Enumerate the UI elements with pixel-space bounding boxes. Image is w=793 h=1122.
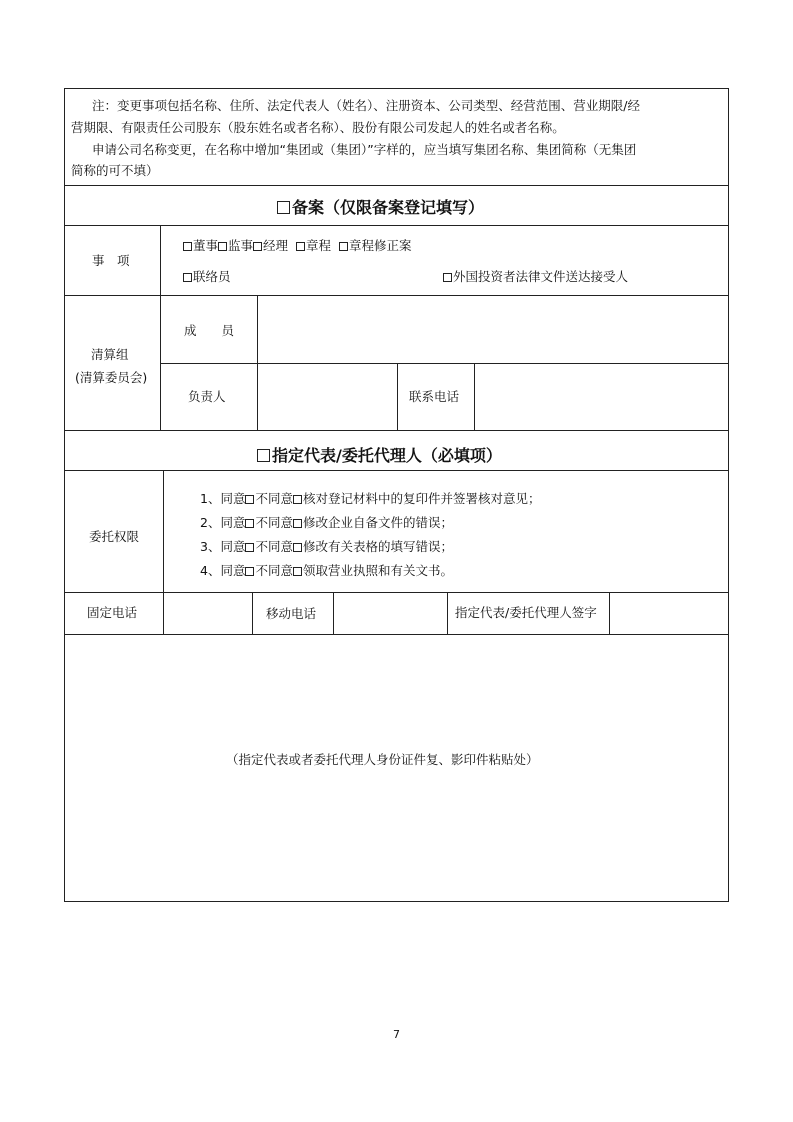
disagree-option[interactable]: 不同意	[255, 515, 303, 530]
option-liaison[interactable]: 联络员	[183, 269, 231, 284]
note-line-3: 申请公司名称变更，在名称中增加“集团或（集团）”字样的，应当填写集团名称、集团简称（无集团	[92, 142, 637, 157]
id-paste-area[interactable]	[66, 636, 727, 900]
option-articles[interactable]: 章程	[296, 238, 331, 253]
liquidation-sublabel: (清算委员会)	[75, 370, 148, 385]
signature-label: 指定代表/委托代理人签字	[455, 605, 597, 620]
authority-item-4: 4、同意 不同意 领取营业执照和有关文书。	[200, 563, 453, 578]
checkbox-icon	[443, 273, 452, 282]
filing-options-row-1	[183, 238, 412, 253]
leader-label: 负责人	[188, 389, 226, 404]
agent-checkbox[interactable]	[257, 449, 270, 462]
note-line-1: 注：变更事项包括名称、住所、法定代表人（姓名）、注册资本、公司类型、经营范围、营业期限/经	[92, 98, 640, 113]
agree-option[interactable]: 同意	[220, 563, 255, 578]
checkbox-icon	[253, 242, 262, 251]
option-director[interactable]: 董事	[183, 238, 218, 253]
checkbox-icon	[293, 543, 302, 552]
disagree-option[interactable]: 不同意	[255, 539, 303, 554]
agent-header-text: 指定代表/委托代理人（必填项）	[272, 446, 502, 465]
checkbox-icon	[245, 567, 254, 576]
filing-header-text: 备案（仅限备案登记填写）	[292, 198, 485, 217]
checkbox-icon	[218, 242, 227, 251]
landline-label: 固定电话	[87, 605, 138, 620]
checkbox-icon	[296, 242, 305, 251]
checkbox-icon	[293, 495, 302, 504]
checkbox-icon	[339, 242, 348, 251]
phone-field[interactable]	[476, 365, 727, 429]
mobile-label: 移动电话	[266, 606, 317, 621]
id-paste-label: （指定代表或者委托代理人身份证件复、影印件粘贴处）	[226, 752, 539, 767]
disagree-option[interactable]: 不同意	[255, 563, 303, 578]
option-foreign-investor-agent[interactable]: 外国投资者法律文件送达接受人	[443, 269, 628, 284]
authority-item-3: 3、同意 不同意 修改有关表格的填写错误；	[200, 539, 453, 554]
members-field[interactable]	[259, 297, 727, 361]
checkbox-icon	[183, 242, 192, 251]
phone-label: 联系电话	[409, 389, 460, 404]
liquidation-label: 清算组	[91, 347, 129, 362]
authority-item-2: 2、同意 不同意 修改企业自备文件的错误；	[200, 515, 453, 530]
signature-field[interactable]	[611, 594, 727, 633]
note-line-4: 简称的可不填）	[71, 163, 159, 178]
note-line-2: 营期限、有限责任公司股东（股东姓名或者名称）、股份有限公司发起人的姓名或者名称。	[71, 120, 565, 135]
option-supervisor[interactable]: 监事	[218, 238, 253, 253]
item-label: 事 项	[92, 253, 130, 268]
mobile-field[interactable]	[335, 594, 446, 633]
checkbox-icon	[293, 567, 302, 576]
authority-item-1: 1、同意 不同意 核对登记材料中的复印件并签署核对意见；	[200, 491, 541, 506]
agree-option[interactable]: 同意	[220, 515, 255, 530]
agree-option[interactable]: 同意	[220, 539, 255, 554]
landline-field[interactable]	[165, 594, 251, 633]
disagree-option[interactable]: 不同意	[255, 491, 303, 506]
authority-label: 委托权限	[89, 529, 140, 544]
leader-field[interactable]	[259, 365, 396, 429]
filing-checkbox[interactable]	[277, 201, 290, 214]
checkbox-icon	[293, 519, 302, 528]
checkbox-icon	[183, 273, 192, 282]
option-articles-amendment[interactable]: 章程修正案	[339, 238, 412, 253]
checkbox-icon	[245, 543, 254, 552]
page-number: 7	[393, 1028, 400, 1041]
agent-header	[257, 443, 502, 466]
agree-option[interactable]: 同意	[220, 491, 255, 506]
filing-header	[277, 195, 484, 218]
checkbox-icon	[245, 519, 254, 528]
option-manager[interactable]: 经理	[253, 238, 288, 253]
members-label: 成 员	[184, 323, 235, 338]
checkbox-icon	[245, 495, 254, 504]
